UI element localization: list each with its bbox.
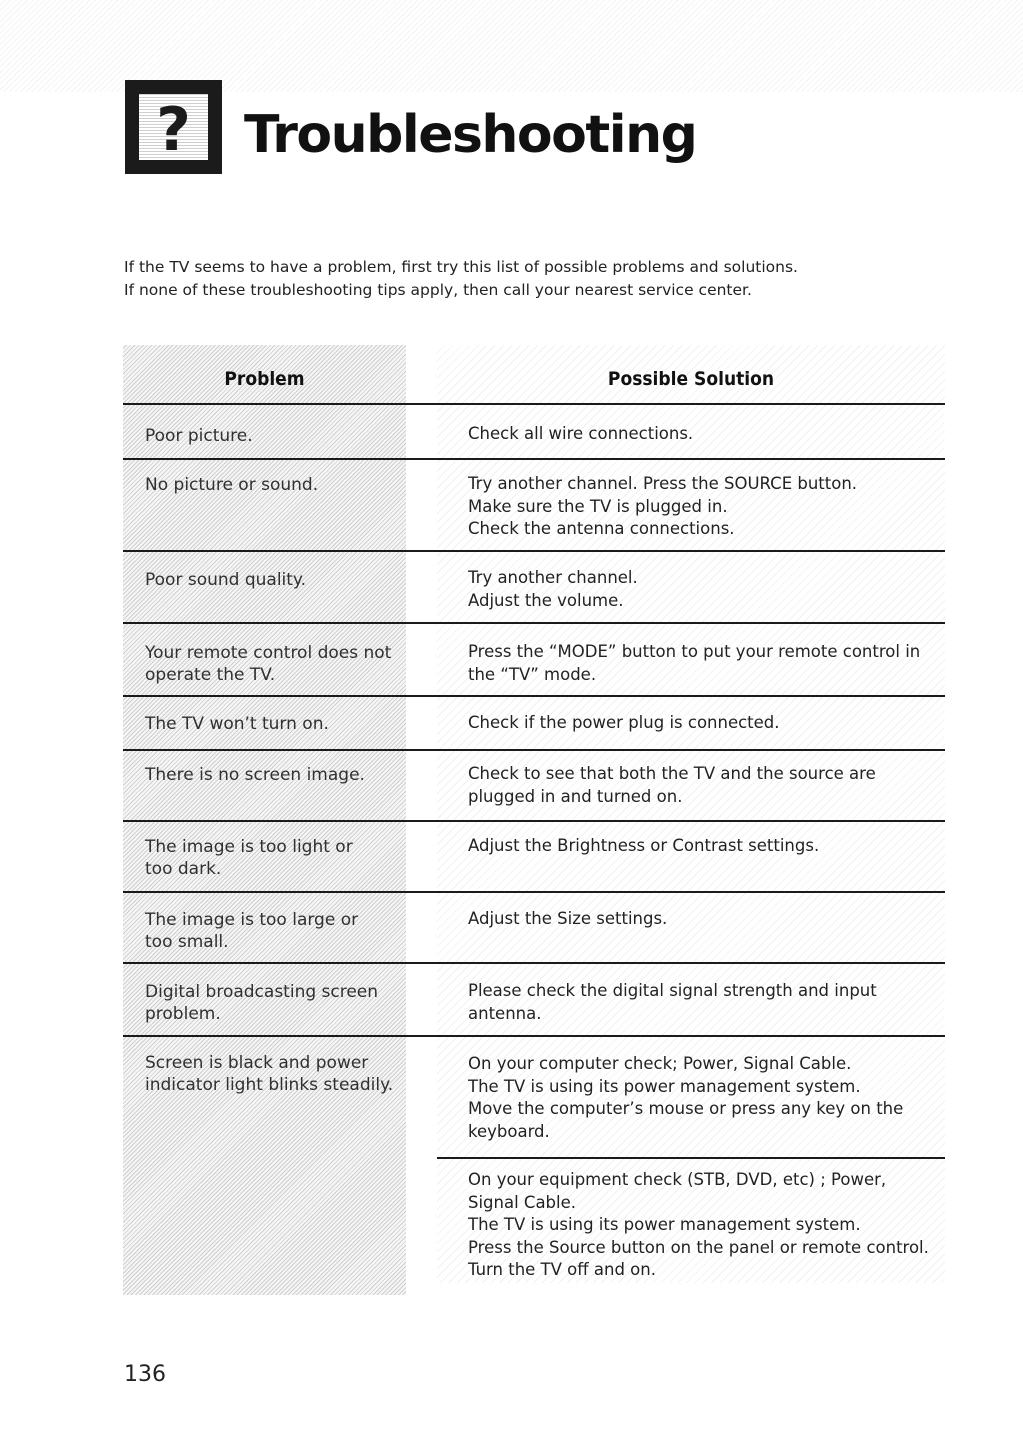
solution-text-line: Check all wire connections.: [468, 424, 694, 443]
solution-text-line: Make sure the TV is plugged in.: [468, 496, 728, 516]
problem-text-line: The image is too light or: [145, 837, 353, 857]
solution-cell: [468, 473, 938, 541]
row-divider: [123, 749, 945, 751]
solution-text-line: antenna.: [468, 1003, 542, 1023]
solution-text-line: Move the computer’s mouse or press any key on the: [468, 1099, 904, 1118]
solution-text-line: the “TV” mode.: [468, 664, 597, 684]
header-divider: [123, 403, 945, 405]
row-divider: [123, 622, 945, 624]
row-divider: [123, 820, 945, 822]
solution-text-line: Adjust the Size settings.: [468, 909, 668, 928]
solution-text-line: Please check the digital signal strength and input: [468, 981, 877, 1000]
problem-text-line: indicator light blinks steadily.: [145, 1075, 394, 1095]
problem-text-line: No picture or sound.: [145, 475, 319, 495]
problem-cell: [145, 981, 395, 1025]
solution-text-line: keyboard.: [468, 1121, 550, 1141]
question-mark-glyph: ?: [156, 95, 191, 165]
row-divider: [123, 550, 945, 552]
problem-cell: [145, 474, 395, 496]
intro-text: [124, 256, 944, 302]
problem-cell: [145, 642, 395, 686]
solution-cell: [468, 641, 938, 686]
solution-cell: [468, 1053, 938, 1143]
solution-text-line: Try another channel.: [468, 568, 638, 587]
solution-cell: [468, 763, 938, 808]
problem-text-line: Poor sound quality.: [145, 570, 306, 590]
solution-header: Possible Solution: [607, 368, 775, 390]
solution-cell: [468, 567, 938, 612]
row-divider: [123, 891, 945, 893]
problem-cell: [145, 909, 395, 953]
problem-text-line: Screen is black and power: [145, 1053, 369, 1073]
row-divider: [123, 962, 945, 964]
solution-text-line: On your equipment check (STB, DVD, etc) ; Power,: [468, 1170, 887, 1189]
problem-cell: [145, 1052, 395, 1096]
problem-cell: [145, 425, 395, 447]
solution-text-line: Check the antenna connections.: [468, 519, 735, 538]
solution-text-line: Try another channel. Press the SOURCE button.: [468, 474, 858, 493]
row-divider: [123, 458, 945, 460]
solution-text-line: The TV is using its power management system.: [468, 1076, 861, 1096]
problem-cell: [145, 569, 395, 591]
problem-text-line: There is no screen image.: [145, 765, 365, 785]
solution-text-line: Press the Source button on the panel or remote control.: [468, 1237, 929, 1257]
problem-cell: [145, 764, 395, 786]
top-decorative-band: [0, 0, 1023, 92]
intro-line-1: If the TV seems to have a problem, first try this list of possible problems and solutions.: [124, 258, 798, 276]
solution-text-line: plugged in and turned on.: [468, 786, 683, 806]
solution-text-line: Turn the TV off and on.: [468, 1260, 656, 1279]
solution-cell: [468, 423, 938, 446]
intro-line-2: If none of these troubleshooting tips apply, then call your nearest service center.: [124, 281, 752, 299]
problem-text-line: operate the TV.: [145, 665, 276, 685]
solution-cell: [468, 712, 938, 735]
solution-cell: [468, 908, 938, 931]
problem-text-line: The image is too large or: [145, 910, 359, 930]
solution-cell: [468, 835, 938, 858]
problem-text-line: problem.: [145, 1004, 221, 1024]
solution-cell: [468, 980, 938, 1025]
question-mark-icon-panel: [139, 94, 208, 165]
solution-text-line: Signal Cable.: [468, 1192, 577, 1212]
solution-cell: [468, 1169, 938, 1282]
problem-text-line: Poor picture.: [145, 426, 253, 446]
row-divider: [123, 1035, 945, 1037]
problem-cell: [145, 713, 395, 735]
page-title: Troubleshooting: [244, 105, 697, 165]
page-number: 136: [124, 1362, 166, 1387]
solution-text-line: Press the “MODE” button to put your remote control in: [468, 642, 921, 661]
solution-text-line: On your computer check; Power, Signal Cable.: [468, 1054, 852, 1073]
problem-text-line: The TV won’t turn on.: [145, 714, 329, 734]
problem-cell: [145, 836, 395, 880]
problem-text-line: Your remote control does not: [145, 643, 392, 663]
solution-text-line: Adjust the Brightness or Contrast settings.: [468, 836, 820, 855]
problem-header: Problem: [224, 368, 305, 390]
solution-text-line: Adjust the volume.: [468, 590, 624, 610]
row-divider: [123, 695, 945, 697]
solution-text-line: Check to see that both the TV and the source are: [468, 764, 876, 783]
solution-text-line: Check if the power plug is connected.: [468, 713, 780, 732]
problem-text-line: too small.: [145, 932, 229, 952]
problem-text-line: Digital broadcasting screen: [145, 982, 379, 1002]
problem-text-line: too dark.: [145, 859, 222, 879]
question-mark-icon: [125, 80, 222, 174]
solution-text-line: The TV is using its power management system.: [468, 1215, 861, 1234]
solution-divider: [437, 1157, 945, 1159]
